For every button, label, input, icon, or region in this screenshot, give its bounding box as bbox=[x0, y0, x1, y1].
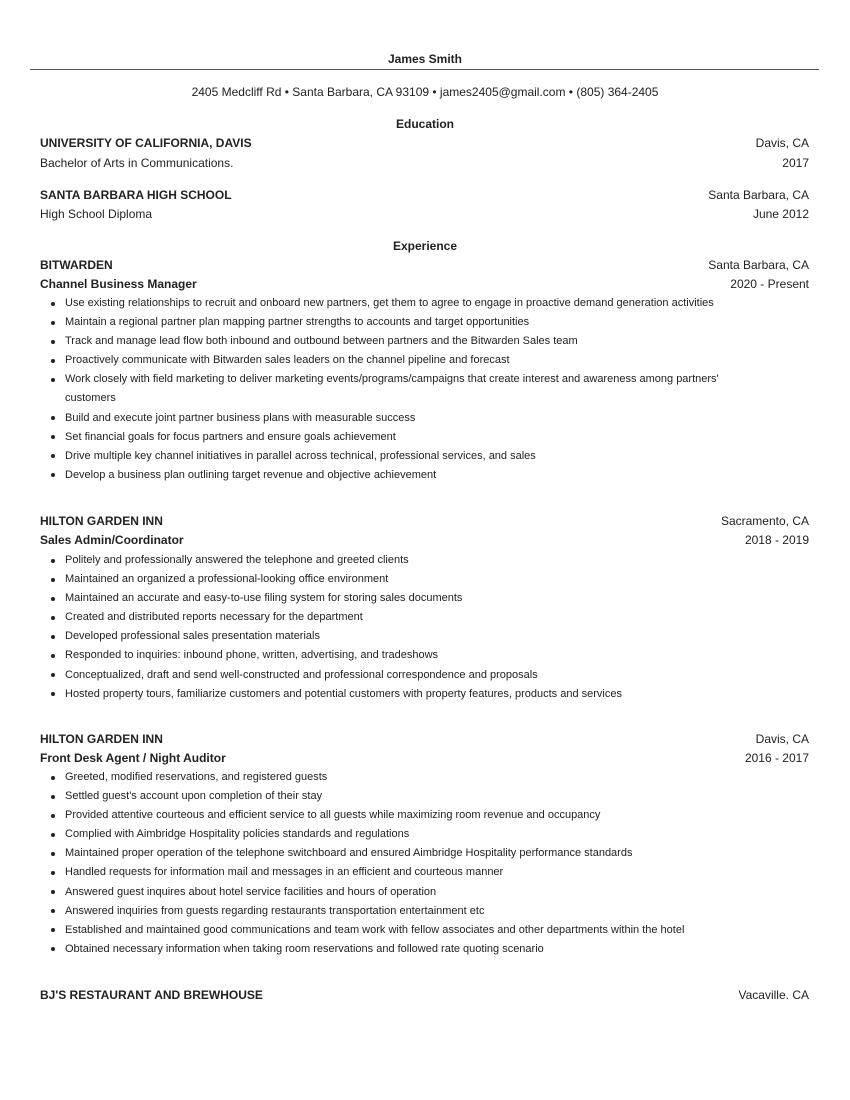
job-3-header bbox=[40, 732, 809, 748]
graduation-date: 2017 bbox=[782, 156, 809, 170]
list-item: Develop a business plan outlining target revenue and objective achievement bbox=[40, 466, 800, 485]
job-title: Front Desk Agent / Night Auditor bbox=[40, 751, 226, 765]
job-location: Vacaville. CA bbox=[738, 988, 809, 1002]
graduation-date: June 2012 bbox=[752, 207, 809, 221]
list-item: Provided attentive courteous and efficient service to all guests while maximizing room revenue and occupancy bbox=[40, 806, 800, 825]
job-title: Sales Admin/Coordinator bbox=[40, 533, 184, 547]
school-name: SANTA BARBARA HIGH SCHOOL bbox=[40, 188, 232, 202]
job-1-bullets bbox=[40, 294, 800, 485]
list-item: Maintained proper operation of the telephone switchboard and ensured Aimbridge Hospitality performance standards bbox=[40, 844, 800, 863]
list-item: Created and distributed reports necessary for the department bbox=[40, 608, 800, 627]
list-item: Use existing relationships to recruit and onboard new partners, get them to agree to engage in proactive demand generation activities bbox=[40, 294, 800, 313]
experience-heading: Experience bbox=[392, 239, 458, 253]
header-divider bbox=[30, 69, 819, 70]
list-item: Maintain a regional partner plan mapping partner strengths to accounts and target opportunities bbox=[40, 313, 800, 332]
job-location: Davis, CA bbox=[755, 732, 809, 746]
list-item: Complied with Aimbridge Hospitality policies standards and regulations bbox=[40, 825, 800, 844]
school-location: Santa Barbara, CA bbox=[708, 188, 809, 202]
list-item: Settled guest's account upon completion of their stay bbox=[40, 787, 800, 806]
company-name: HILTON GARDEN INN bbox=[40, 514, 163, 528]
education-entry-2-detail bbox=[40, 207, 809, 223]
job-dates: 2020 - Present bbox=[730, 277, 809, 291]
list-item: Responded to inquiries: inbound phone, written, advertising, and tradeshows bbox=[40, 646, 800, 665]
list-item: Set financial goals for focus partners and ensure goals achievement bbox=[40, 428, 800, 447]
school-location: Davis, CA bbox=[755, 136, 809, 150]
list-item: Greeted, modified reservations, and registered guests bbox=[40, 768, 800, 787]
list-item: Developed professional sales presentation materials bbox=[40, 627, 800, 646]
degree: High School Diploma bbox=[40, 207, 153, 221]
company-name: HILTON GARDEN INN bbox=[40, 732, 163, 746]
job-location: Sacramento, CA bbox=[720, 514, 809, 528]
company-name: BITWARDEN bbox=[40, 258, 113, 272]
company-name: BJ'S RESTAURANT AND BREWHOUSE bbox=[40, 988, 263, 1002]
job-2-role bbox=[40, 533, 809, 549]
degree: Bachelor of Arts in Communications. bbox=[40, 156, 234, 170]
job-3-role bbox=[40, 751, 809, 767]
job-2-bullets bbox=[40, 551, 800, 704]
list-item: Maintained an organized a professional-looking office environment bbox=[40, 570, 800, 589]
job-dates: 2016 - 2017 bbox=[744, 751, 809, 765]
job-3-bullets bbox=[40, 768, 800, 959]
list-item: Drive multiple key channel initiatives in parallel across technical, professional services, and sales bbox=[40, 447, 800, 466]
list-item: Obtained necessary information when taking room reservations and followed rate quoting scenario bbox=[40, 940, 800, 959]
list-item: Work closely with field marketing to deliver marketing events/programs/campaigns that create interest and awareness among partners' customers bbox=[40, 370, 800, 408]
job-2-header bbox=[40, 514, 809, 530]
job-dates: 2018 - 2019 bbox=[744, 533, 809, 547]
list-item: Maintained an accurate and easy-to-use filing system for storing sales documents bbox=[40, 589, 800, 608]
contact-line: 2405 Medcliff Rd • Santa Barbara, CA 93109 • james2405@gmail.com • (805) 364-2405 bbox=[191, 85, 659, 99]
list-item: Established and maintained good communications and team work with fellow associates and other departments within the hotel bbox=[40, 921, 800, 940]
job-title: Channel Business Manager bbox=[40, 277, 197, 291]
list-item: Build and execute joint partner business plans with measurable success bbox=[40, 409, 800, 428]
education-entry-2-header bbox=[40, 188, 809, 204]
list-item: Track and manage lead flow both inbound and outbound between partners and the Bitwarden Sales team bbox=[40, 332, 800, 351]
education-heading: Education bbox=[395, 117, 454, 131]
resume-name: James Smith bbox=[387, 52, 463, 66]
job-1-header bbox=[40, 258, 809, 274]
list-item: Handled requests for information mail and messages in an efficient and courteous manner bbox=[40, 863, 800, 882]
list-item: Answered inquiries from guests regarding restaurants transportation entertainment etc bbox=[40, 902, 800, 921]
education-entry-1-header bbox=[40, 136, 809, 152]
job-1-role bbox=[40, 277, 809, 293]
school-name: UNIVERSITY OF CALIFORNIA, DAVIS bbox=[40, 136, 252, 150]
job-location: Santa Barbara, CA bbox=[708, 258, 809, 272]
list-item: Politely and professionally answered the telephone and greeted clients bbox=[40, 551, 800, 570]
list-item: Answered guest inquires about hotel service facilities and hours of operation bbox=[40, 883, 800, 902]
list-item: Hosted property tours, familiarize customers and potential customers with property features, products and services bbox=[40, 685, 800, 704]
job-4-header bbox=[40, 988, 809, 1004]
list-item: Conceptualized, draft and send well-constructed and professional correspondence and proposals bbox=[40, 666, 800, 685]
education-entry-1-detail bbox=[40, 156, 809, 172]
list-item: Proactively communicate with Bitwarden sales leaders on the channel pipeline and forecast bbox=[40, 351, 800, 370]
